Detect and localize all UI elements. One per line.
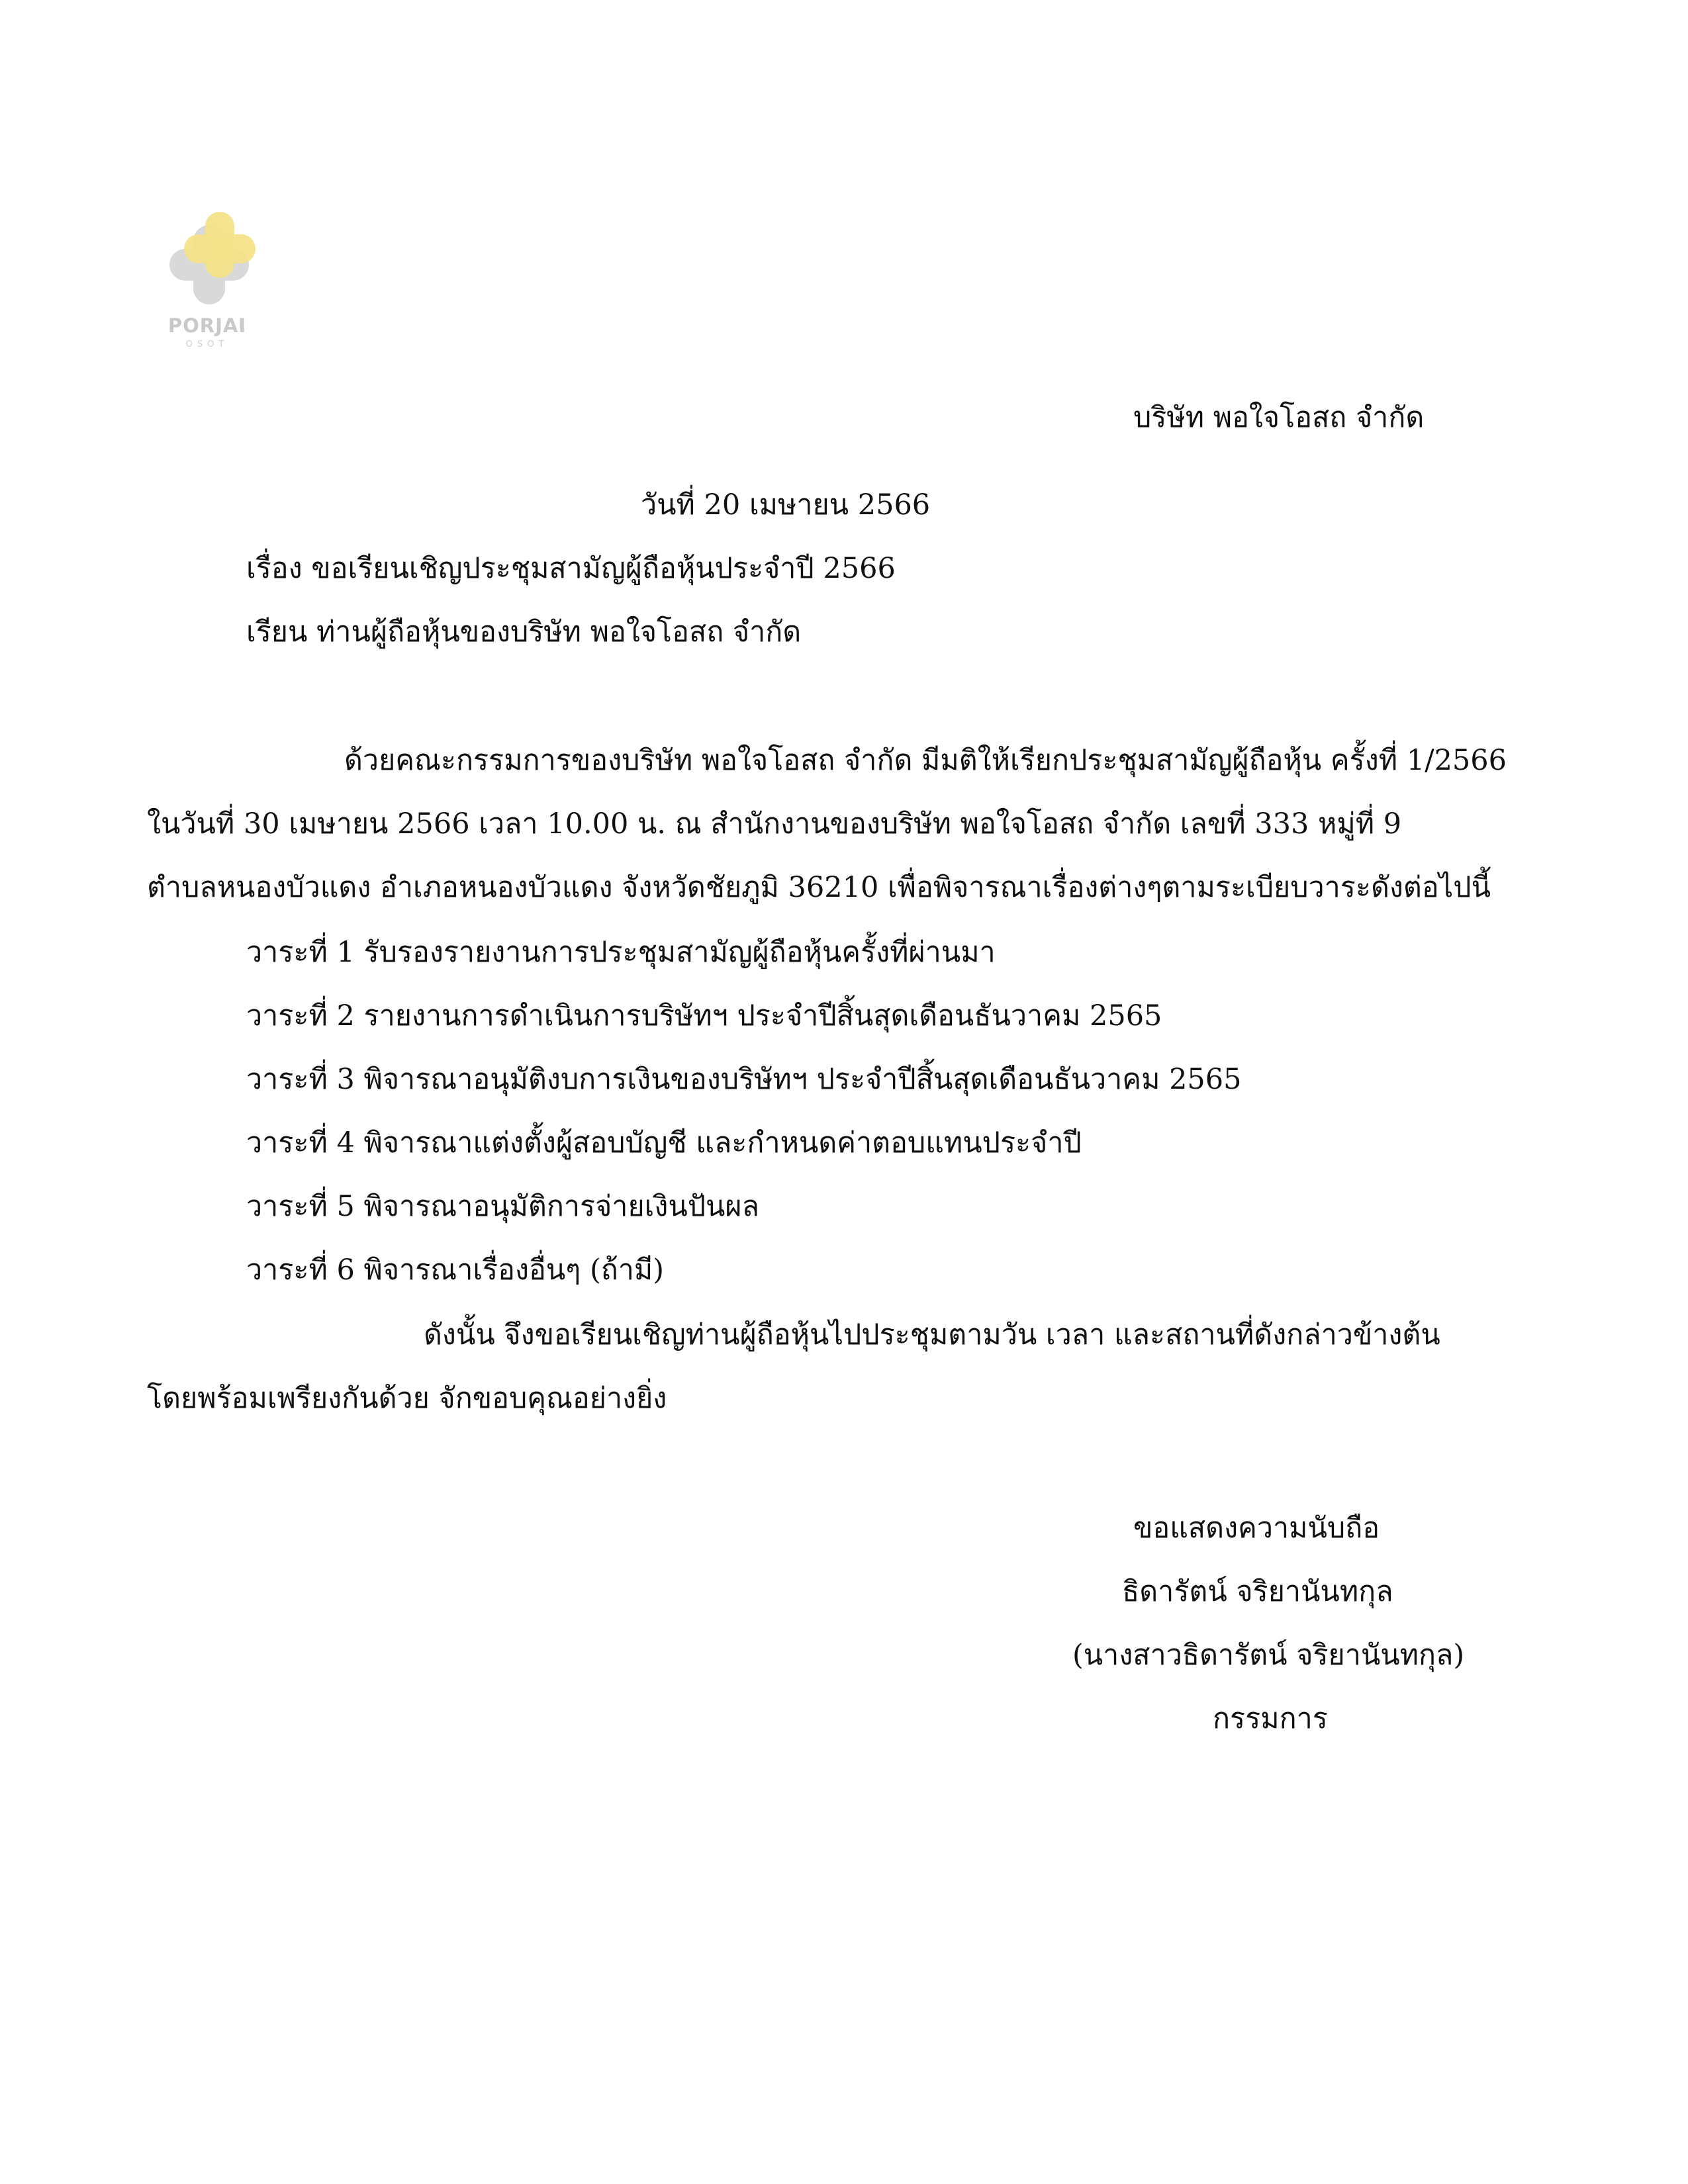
agenda-item-3: วาระที่ 3 พิจารณาอนุมัติงบการเงินของบริษัทฯ ประจำปีสิ้นสุดเดือนธันวาคม 2565	[246, 1063, 1242, 1096]
cross-logo-icon	[158, 210, 257, 310]
letter-subject: เรื่อง ขอเรียนเชิญประชุมสามัญผู้ถือหุ้นประจำปี 2566	[246, 552, 896, 585]
intro-line-3: ตำบลหนองบัวแดง อำเภอหนองบัวแดง จังหวัดชัยภูมิ 36210 เพื่อพิจารณาเรื่องต่างๆตามระเบียบวาระดังต่อไปนี้	[147, 871, 1491, 904]
agenda-item-2: วาระที่ 2 รายงานการดำเนินการบริษัทฯ ประจำปีสิ้นสุดเดือนธันวาคม 2565	[246, 999, 1162, 1032]
agenda-item-4: วาระที่ 4 พิจารณาแต่งตั้งผู้สอบบัญชี และกำหนดค่าตอบแทนประจำปี	[246, 1126, 1082, 1160]
agenda-item-1: วาระที่ 1 รับรองรายงานการประชุมสามัญผู้ถือหุ้นครั้งที่ผ่านมา	[246, 936, 996, 969]
closing-line-2: โดยพร้อมเพรียงกันด้วย จักขอบคุณอย่างยิ่ง	[147, 1382, 667, 1415]
signature-title: กรรมการ	[1213, 1702, 1328, 1735]
company-logo	[158, 210, 257, 349]
agenda-item-6: วาระที่ 6 พิจารณาเรื่องอื่นๆ (ถ้ามี)	[246, 1253, 665, 1287]
signature-full-name: (นางสาวธิดารัตน์ จริยานันทกุล)	[1072, 1639, 1465, 1672]
agenda-item-5: วาระที่ 5 พิจารณาอนุมัติการจ่ายเงินปันผล	[246, 1190, 759, 1223]
signature-name: ธิดารัตน์ จริยานันทกุล	[1122, 1575, 1393, 1608]
signature-regards: ขอแสดงความนับถือ	[1133, 1512, 1380, 1545]
letter-recipient: เรียน ท่านผู้ถือหุ้นของบริษัท พอใจโอสถ จำกัด	[246, 615, 802, 649]
letter-date: วันที่ 20 เมษายน 2566	[641, 488, 931, 522]
intro-line-2: ในวันที่ 30 เมษายน 2566 เวลา 10.00 น. ณ สำนักงานของบริษัท พอใจโอสถ จำกัด เลขที่ 333 หมู่ที่ 9	[147, 807, 1402, 841]
intro-line-1: ด้วยคณะกรรมการของบริษัท พอใจโอสถ จำกัด มีมติให้เรียกประชุมสามัญผู้ถือหุ้น ครั้งที่ 1/2566	[344, 744, 1507, 777]
logo-wordmark: PORJAI	[167, 314, 247, 337]
closing-line-1: ดังนั้น จึงขอเรียนเชิญท่านผู้ถือหุ้นไปประชุมตามวัน เวลา และสถานที่ดังกล่าวข้างต้น	[424, 1318, 1440, 1351]
logo-subtitle: OSOT	[185, 340, 229, 349]
company-name: บริษัท พอใจโอสถ จำกัด	[1133, 401, 1425, 434]
